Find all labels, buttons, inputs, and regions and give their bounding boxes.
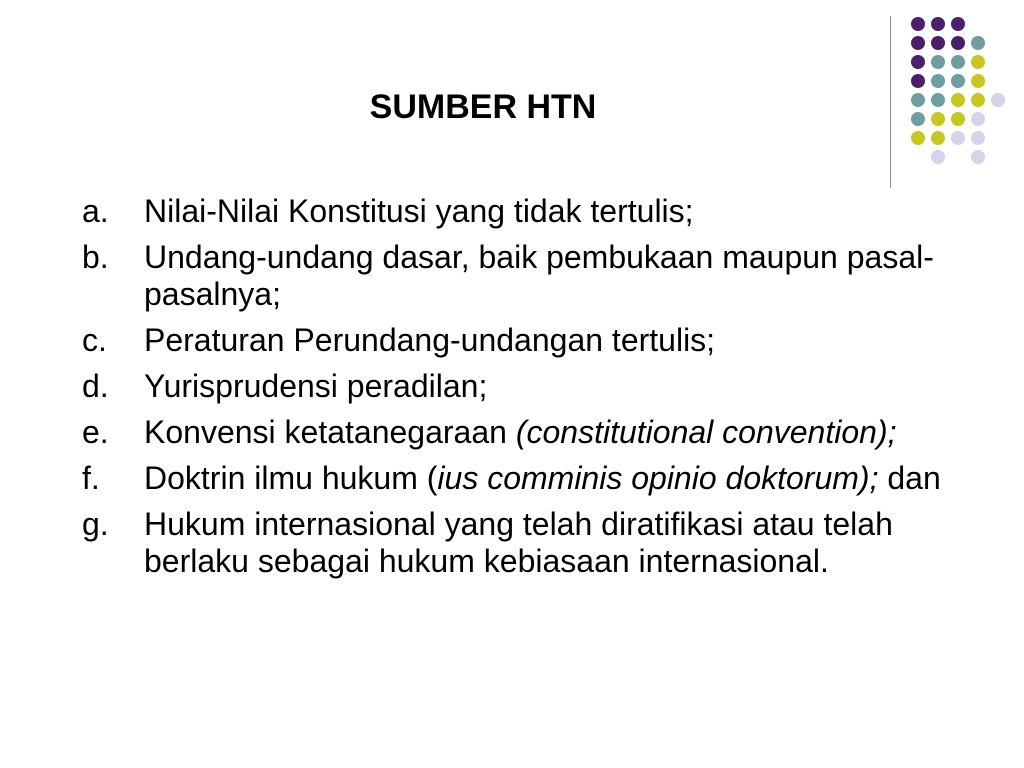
list-item-text-italic: (constitutional convention); <box>515 414 897 450</box>
list-item <box>82 414 962 451</box>
decorative-dot <box>951 112 965 126</box>
decorative-dot <box>971 150 985 164</box>
decorative-dot <box>951 17 965 31</box>
list-item-text: Peraturan Perundang-undangan tertulis; <box>144 322 716 358</box>
list-item-text: Yurisprudensi peradilan; <box>144 368 488 404</box>
decorative-dot <box>911 17 925 31</box>
decorative-dot <box>931 112 945 126</box>
decorative-dot <box>951 74 965 88</box>
list-item <box>82 239 962 313</box>
decorative-dot <box>991 93 1005 107</box>
list-marker: g. <box>82 506 109 542</box>
decorative-dot <box>931 131 945 145</box>
decorative-dot <box>931 93 945 107</box>
source-list <box>82 193 962 589</box>
list-marker: c. <box>82 322 107 358</box>
decorative-dot <box>931 36 945 50</box>
decorative-dot <box>971 93 985 107</box>
decorative-dot <box>971 36 985 50</box>
decorative-dot <box>911 93 925 107</box>
decorative-dot <box>951 93 965 107</box>
list-item <box>82 193 962 230</box>
decorative-dot <box>951 131 965 145</box>
decorative-dot <box>971 131 985 145</box>
list-item <box>82 506 962 580</box>
list-item-text: Nilai-Nilai Konstitusi yang tidak tertulis; <box>144 193 694 229</box>
list-marker: e. <box>82 414 109 450</box>
list-item <box>82 368 962 405</box>
list-item <box>82 322 962 359</box>
decorative-dot <box>971 112 985 126</box>
list-item-text <box>144 460 962 497</box>
slide-title: SUMBER HTN <box>369 88 597 126</box>
decorative-dot <box>911 55 925 69</box>
list-marker: a. <box>82 193 109 229</box>
list-marker: d. <box>82 368 109 404</box>
decorative-dot <box>911 36 925 50</box>
decorative-dot <box>951 36 965 50</box>
list-marker: f. <box>82 460 100 496</box>
decorative-dot <box>931 55 945 69</box>
decorative-dot <box>931 17 945 31</box>
decorative-dot <box>971 55 985 69</box>
list-item-text-main: Konvensi ketatanegaraan <box>144 414 516 450</box>
decorative-dot <box>951 55 965 69</box>
decorative-dot <box>931 150 945 164</box>
list-item-text-tail: dan <box>878 460 941 496</box>
list-marker: b. <box>82 239 109 275</box>
decorative-dot <box>971 74 985 88</box>
decorative-dot <box>931 74 945 88</box>
list-item <box>82 460 962 497</box>
decorative-dot <box>911 112 925 126</box>
decorative-dot <box>911 74 925 88</box>
list-item-text-italic: ius comminis opinio doktorum); <box>437 460 879 496</box>
list-item-text-main: Doktrin ilmu hukum ( <box>144 460 438 496</box>
vertical-divider <box>890 16 891 188</box>
decorative-dot <box>911 131 925 145</box>
list-item-text <box>144 414 962 451</box>
list-item-text: Undang-undang dasar, baik pembukaan maupun pasal-pasalnya; <box>144 239 934 312</box>
list-item-text: Hukum internasional yang telah diratifikasi atau telah berlaku sebagai hukum kebiasaan internasional. <box>144 506 893 579</box>
